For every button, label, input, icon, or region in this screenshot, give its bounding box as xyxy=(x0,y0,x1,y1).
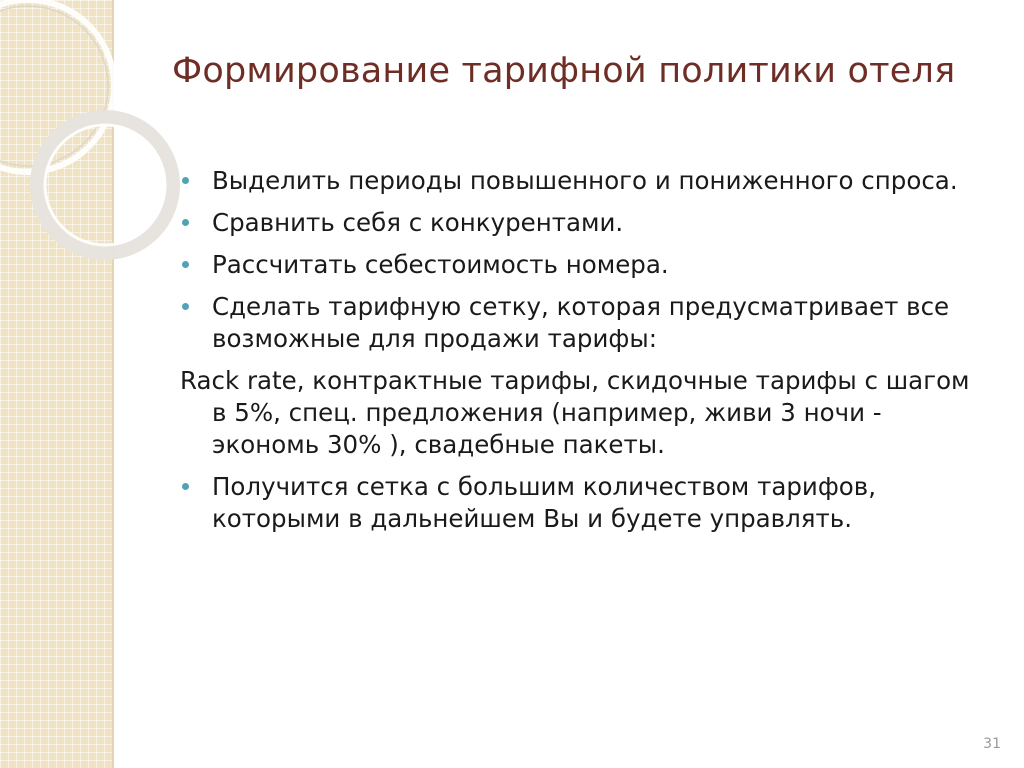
bullet-item xyxy=(180,291,990,355)
bullet-text: Сравнить себя с конкурентами. xyxy=(212,208,624,237)
bullet-dot-icon xyxy=(182,483,189,490)
bullet-dot-icon xyxy=(182,261,189,268)
bullet-text: Выделить периоды повышенного и пониженного спроса. xyxy=(212,166,958,195)
paragraph-text: Rack rate, контрактные тарифы, скидочные тарифы с шагом в 5%, спец. предложения (например, живи 3 ночи - экономь 30% ), свадебные пакеты. xyxy=(180,366,970,459)
bullet-text: Получится сетка с большим количеством тарифов, которыми в дальнейшем Вы и будете управлять. xyxy=(212,472,877,533)
slide-title: Формирование тарифной политики отеля xyxy=(172,51,956,91)
bullet-item xyxy=(180,165,990,197)
slide-number: 31 xyxy=(983,736,1001,752)
slide-content xyxy=(180,165,990,545)
bullet-dot-icon xyxy=(182,303,189,310)
bullet-dot-icon xyxy=(182,219,189,226)
bullet-item xyxy=(180,249,990,281)
bullet-item xyxy=(180,207,990,239)
bullet-text: Сделать тарифную сетку, которая предусматривает все возможные для продажи тарифы: xyxy=(212,292,950,353)
bullet-text: Рассчитать себестоимость номера. xyxy=(212,250,669,279)
bullet-item xyxy=(180,471,990,535)
bullet-dot-icon xyxy=(182,177,189,184)
decorative-rings xyxy=(0,0,200,300)
paragraph-item xyxy=(180,365,990,461)
